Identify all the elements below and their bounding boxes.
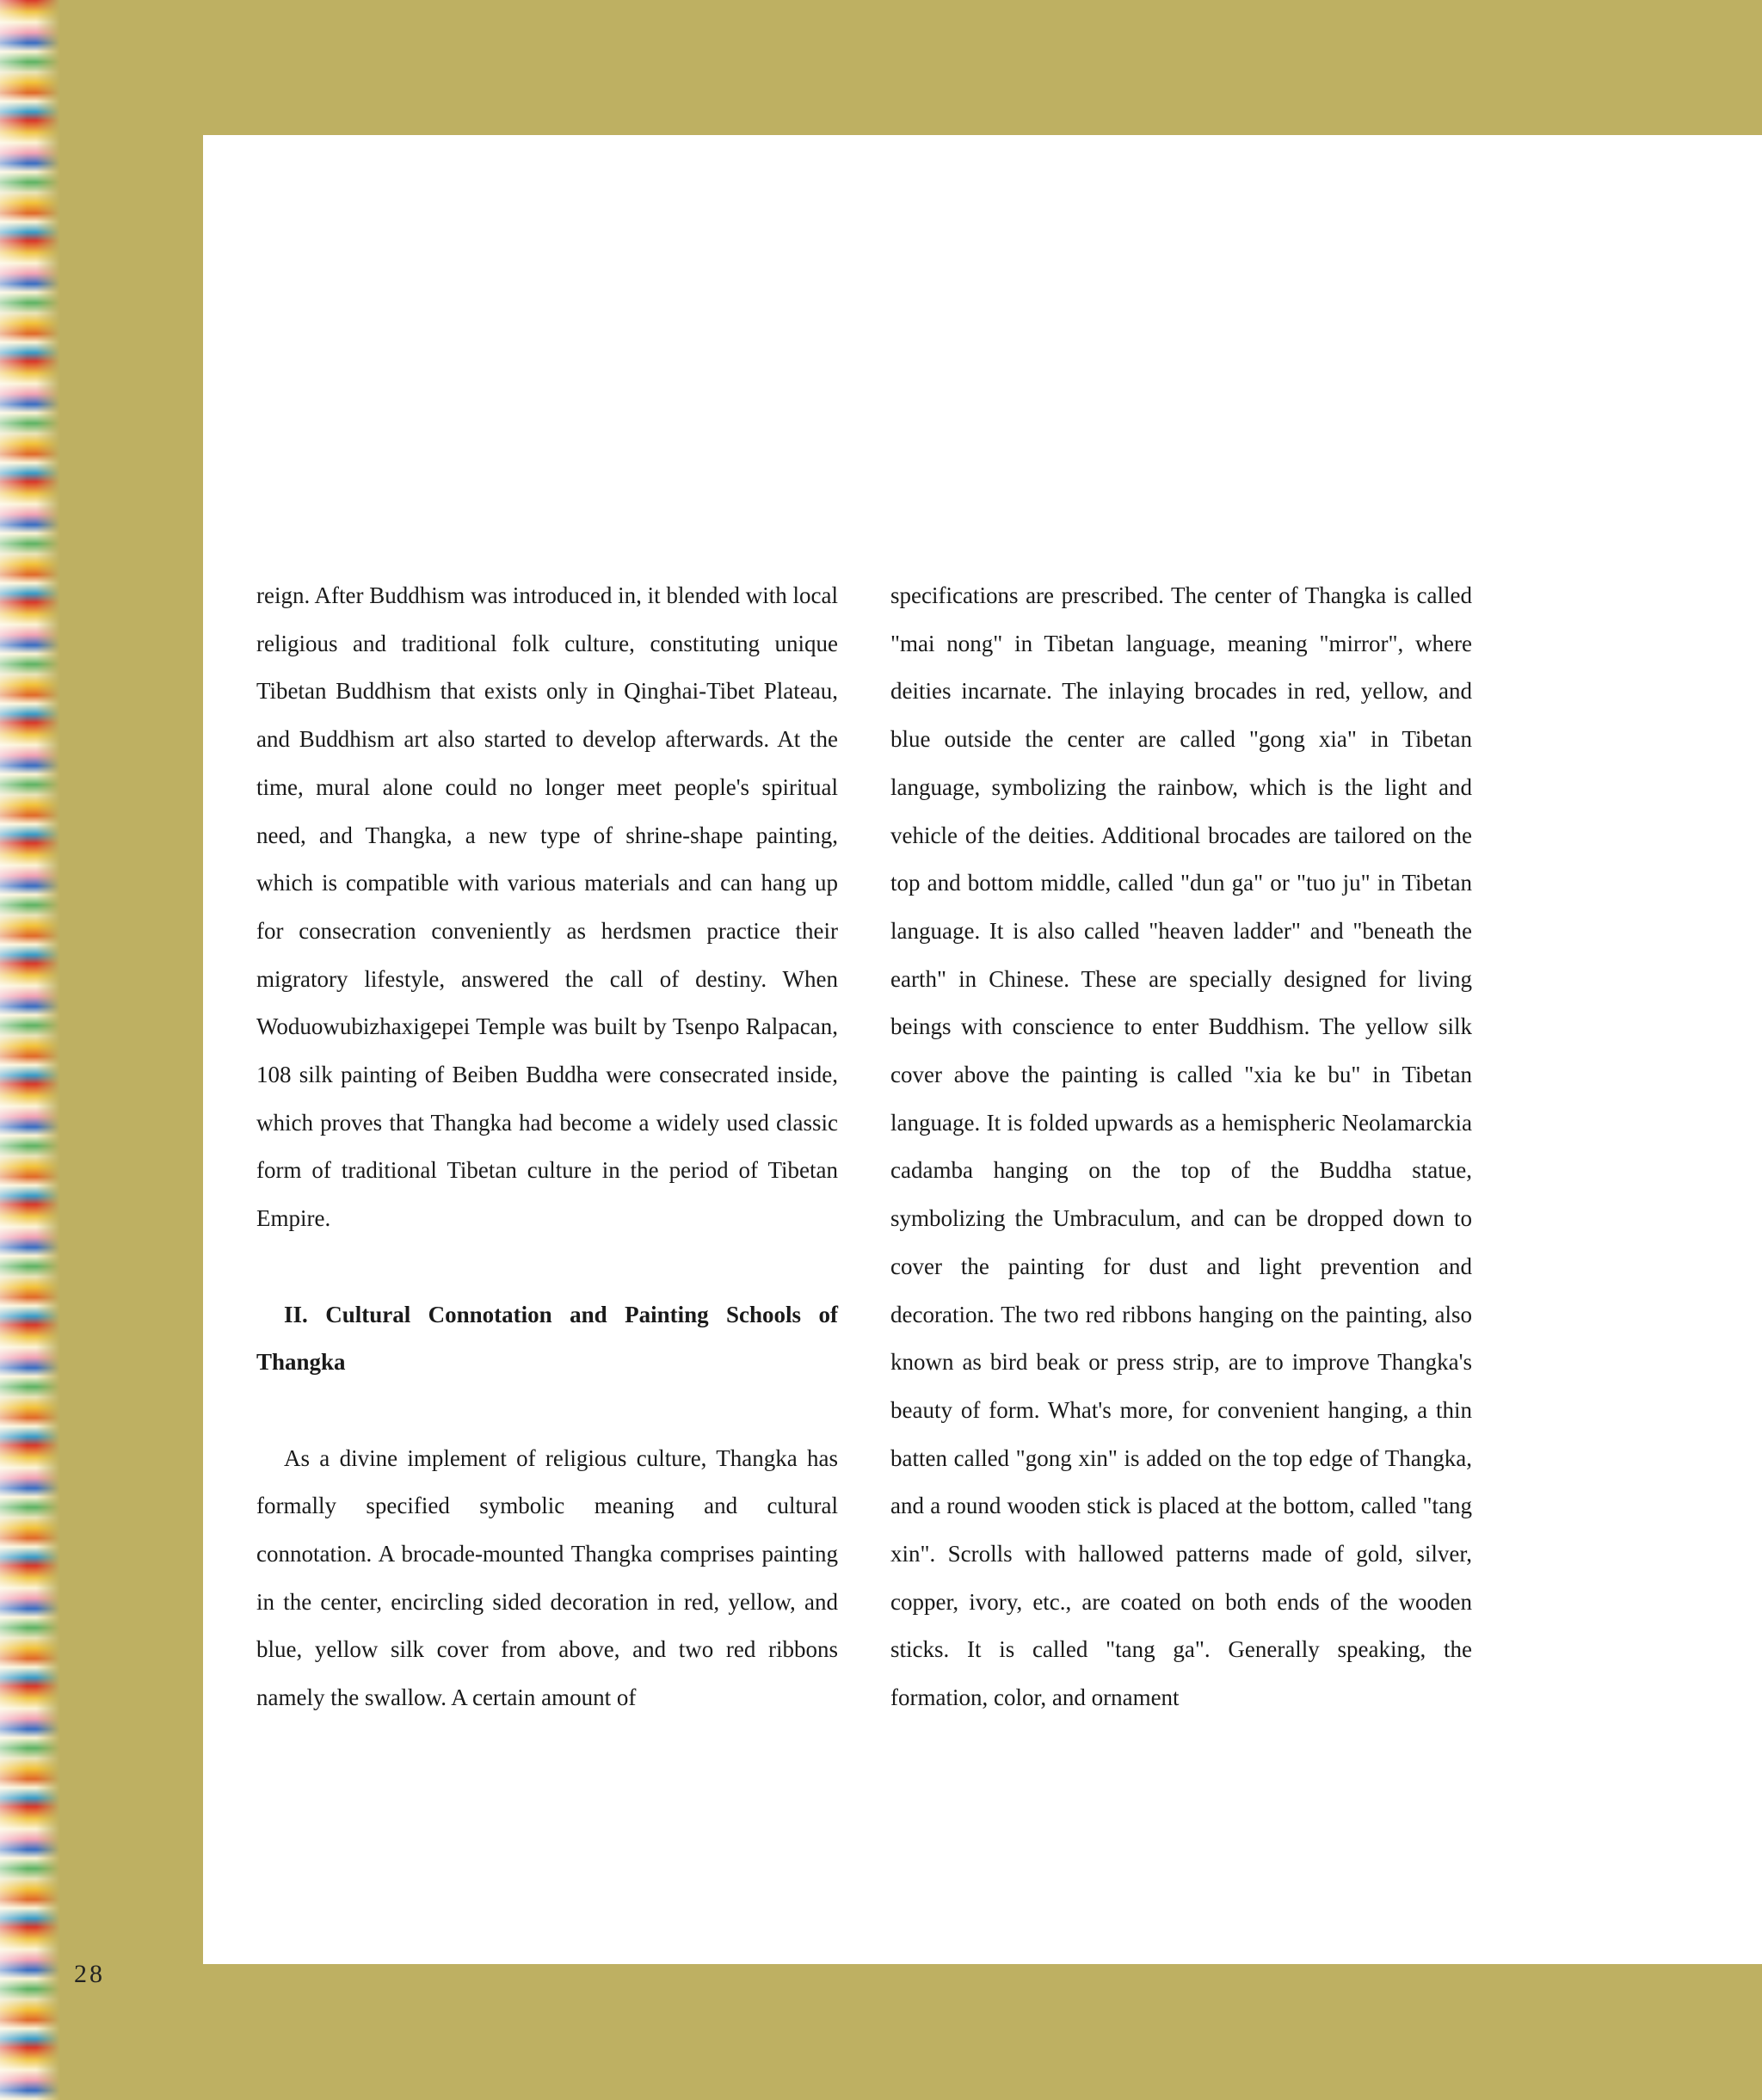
decorative-side-border [0, 0, 60, 2100]
right-text-column [890, 572, 1472, 1722]
section-heading: II. Cultural Connotation and Painting Schools of Thangka [256, 1301, 838, 1376]
paragraph-gap [256, 1387, 838, 1435]
page-number: 28 [74, 1960, 105, 1988]
paragraph-gap [256, 1243, 838, 1291]
left-paragraph-2: As a divine implement of religious culture, Thangka has formally specified symbolic meaning and cultural connotation. A brocade-mounted Thangka comprises painting in the center, encircling sided decoration in red, yellow, and blue, yellow silk cover from above, and two red ribbons namely the swallow. A certain amount of [256, 1444, 838, 1711]
right-paragraph-1: specifications are prescribed. The center of Thangka is called "mai nong" in Tibetan language, meaning "mirror", where deities incarnate. The inlaying brocades in red, yellow, and blue outside the center are called "gong xia" in Tibetan language, symbolizing the rainbow, which is the light and vehicle of the deities. Additional brocades are tailored on the top and bottom middle, called "dun ga" or "tuo ju" in Tibetan language. It is also called "heaven ladder" and "beneath the earth" in Chinese. These are specially designed for living beings with conscience to enter Buddhism. The yellow silk cover above the painting is called "xia ke bu" in Tibetan language. It is folded upwards as a hemispheric Neolamarckia cadamba hanging on the top of the Buddha statue, symbolizing the Umbraculum, and can be dropped down to cover the painting for dust and light prevention and decoration. The two red ribbons hanging on the painting, also known as bird beak or press strip, are to improve Thangka's beauty of form. What's more, for convenient hanging, a thin batten called "gong xin" is added on the top edge of Thangka, and a round wooden stick is placed at the bottom, called "tang xin". Scrolls with hallowed patterns made of gold, silver, copper, ivory, etc., are coated on both ends of the wooden sticks. It is called "tang ga". Generally speaking, the formation, color, and ornament [890, 582, 1472, 1711]
left-text-column [256, 572, 838, 1722]
left-paragraph-1: reign. After Buddhism was introduced in, it blended with local religious and traditional folk culture, constituting unique Tibetan Buddhism that exists only in Qinghai-Tibet Plateau, and Buddhism art also started to develop afterwards. At the time, mural alone could no longer meet people's spiritual need, and Thangka, a new type of shrine-shape painting, which is compatible with various materials and can hang up for consecration conveniently as herdsmen practice their migratory lifestyle, answered the call of destiny. When Woduowubizhaxigepei Temple was built by Tsenpo Ralpacan, 108 silk painting of Beiben Buddha were consecrated inside, which proves that Thangka had become a widely used classic form of traditional Tibetan culture in the period of Tibetan Empire. [256, 582, 838, 1232]
